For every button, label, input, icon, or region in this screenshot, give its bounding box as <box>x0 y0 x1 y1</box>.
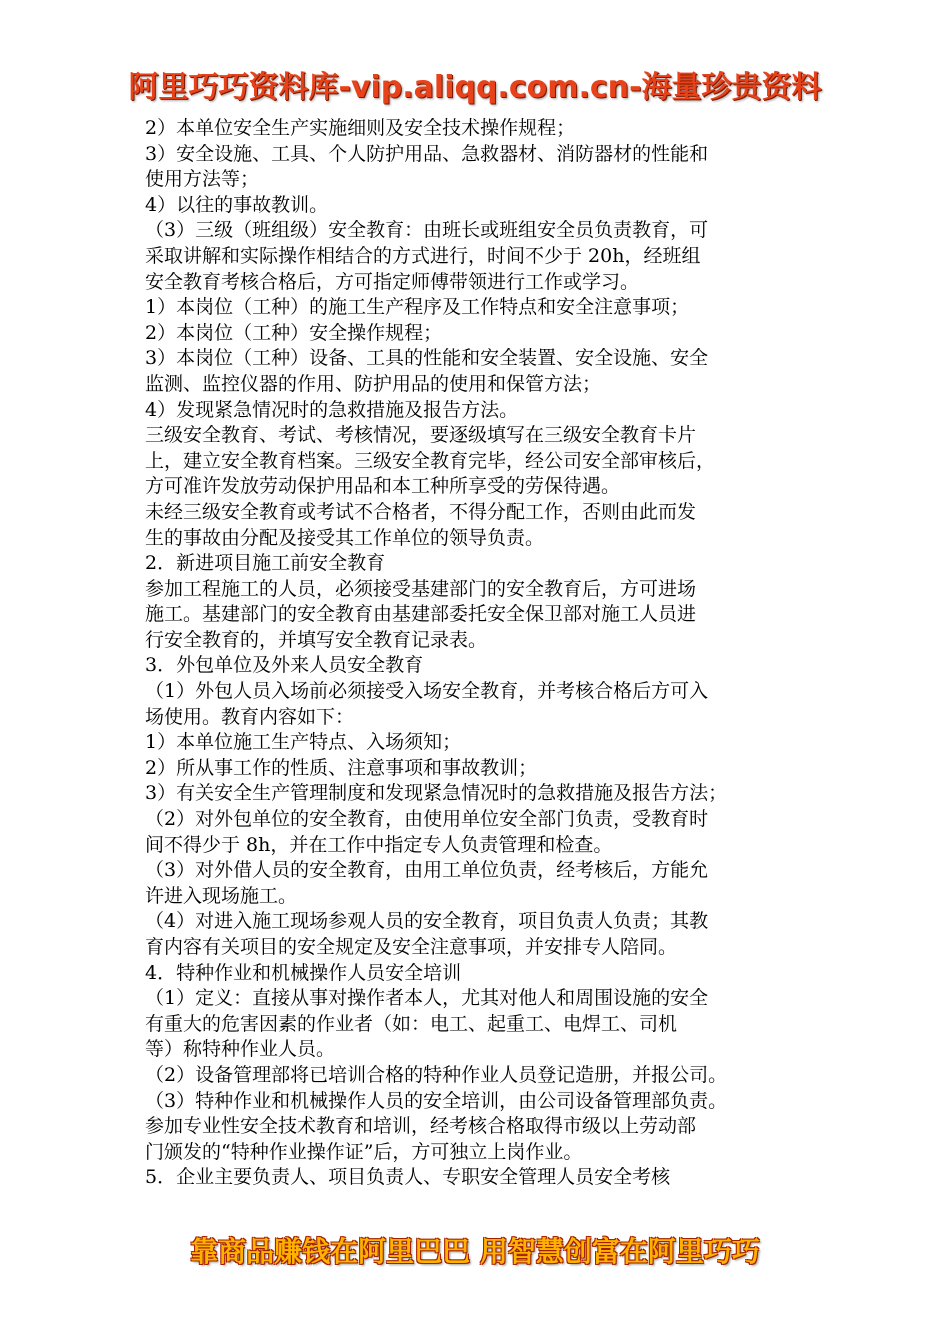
text-line: （2）设备管理部将已培训合格的特种作业人员登记造册，并报公司。 <box>145 1063 728 1086</box>
text-line: 场使用。教育内容如下： <box>145 705 355 728</box>
text-line: 4）发现紧急情况时的急救措施及报告方法。 <box>145 398 519 421</box>
text-line: 行安全教育的，并填写安全教育记录表。 <box>145 628 488 651</box>
text-line: 上，建立安全教育档案。三级安全教育完毕，经公司安全部审核后， <box>145 449 716 472</box>
section-heading: 2．新进项目施工前安全教育 <box>145 552 386 575</box>
text-line: 生的事故由分配及接受其工作单位的领导负责。 <box>145 526 545 549</box>
text-line: （4）对进入施工现场参观人员的安全教育，项目负责人负责；其教 <box>145 910 709 933</box>
text-line: （3）对外借人员的安全教育，由用工单位负责，经考核后，方能允 <box>145 859 709 882</box>
section-heading: 3．外包单位及外来人员安全教育 <box>145 654 424 677</box>
text-line: 3）安全设施、工具、个人防护用品、急救器材、消防器材的性能和 <box>145 142 709 165</box>
text-line: 间不得少于 8h，并在工作中指定专人负责管理和检查。 <box>145 833 613 856</box>
section-heading: 5．企业主要负责人、项目负责人、专职安全管理人员安全考核 <box>145 1166 671 1189</box>
text-line: 安全教育考核合格后，方可指定师傅带领进行工作或学习。 <box>145 270 640 293</box>
header-banner: 阿里巧巧资料库-vip.aliqq.com.cn-海量珍贵资料 <box>128 70 822 105</box>
text-line: 使用方法等； <box>145 168 260 191</box>
text-line: 施工。基建部门的安全教育由基建部委托安全保卫部对施工人员进 <box>145 603 697 626</box>
text-line: 门颁发的“特种作业操作证”后，方可独立上岗作业。 <box>145 1140 583 1163</box>
text-line: （1）定义：直接从事对操作者本人，尤其对他人和周围设施的安全 <box>145 987 709 1010</box>
text-line: 采取讲解和实际操作相结合的方式进行，时间不少于 20h，经班组 <box>145 244 701 267</box>
text-line: 2）所从事工作的性质、注意事项和事故教训； <box>145 756 538 779</box>
text-line: 监测、监控仪器的作用、防护用品的使用和保管方法； <box>145 372 602 395</box>
text-line: 参加工程施工的人员，必须接受基建部门的安全教育后，方可进场 <box>145 577 697 600</box>
text-line: 三级安全教育、考试、考核情况，要逐级填写在三级安全教育卡片 <box>145 424 697 447</box>
text-line: 2）本岗位（工种）安全操作规程； <box>145 321 443 344</box>
text-line: （2）对外包单位的安全教育，由使用单位安全部门负责，受教育时 <box>145 808 709 831</box>
text-line: 4）以往的事故教训。 <box>145 193 329 216</box>
text-line: 有重大的危害因素的作业者（如：电工、起重工、电焊工、司机 <box>145 1012 678 1035</box>
document-body <box>145 116 825 1191</box>
footer-banner: 靠商品赚钱在阿里巴巴 用智慧创富在阿里巧巧 <box>190 1235 760 1268</box>
text-line: （3）特种作业和机械操作人员的安全培训，由公司设备管理部负责。 <box>145 1089 728 1112</box>
text-line: 方可准许发放劳动保护用品和本工种所享受的劳保待遇。 <box>145 475 621 498</box>
text-line: 参加专业性安全技术教育和培训，经考核合格取得市级以上劳动部 <box>145 1115 697 1138</box>
text-line: 3）有关安全生产管理制度和发现紧急情况时的急救措施及报告方法； <box>145 782 728 805</box>
text-line: 许进入现场施工。 <box>145 884 298 907</box>
text-line: 未经三级安全教育或考试不合格者，不得分配工作，否则由此而发 <box>145 500 697 523</box>
text-line: 1）本单位施工生产特点、入场须知； <box>145 731 462 754</box>
text-line: （1）外包人员入场前必须接受入场安全教育，并考核合格后方可入 <box>145 680 709 703</box>
section-heading: 4．特种作业和机械操作人员安全培训 <box>145 961 462 984</box>
text-line: 3）本岗位（工种）设备、工具的性能和安全装置、安全设施、安全 <box>145 347 709 370</box>
text-line: 等）称特种作业人员。 <box>145 1038 336 1061</box>
text-line: 1）本岗位（工种）的施工生产程序及工作特点和安全注意事项； <box>145 296 690 319</box>
text-line: 2）本单位安全生产实施细则及安全技术操作规程； <box>145 117 576 139</box>
text-line: 育内容有关项目的安全规定及安全注意事项，并安排专人陪同。 <box>145 936 678 958</box>
text-line: （3）三级（班组级）安全教育：由班长或班组安全员负责教育，可 <box>145 219 709 242</box>
